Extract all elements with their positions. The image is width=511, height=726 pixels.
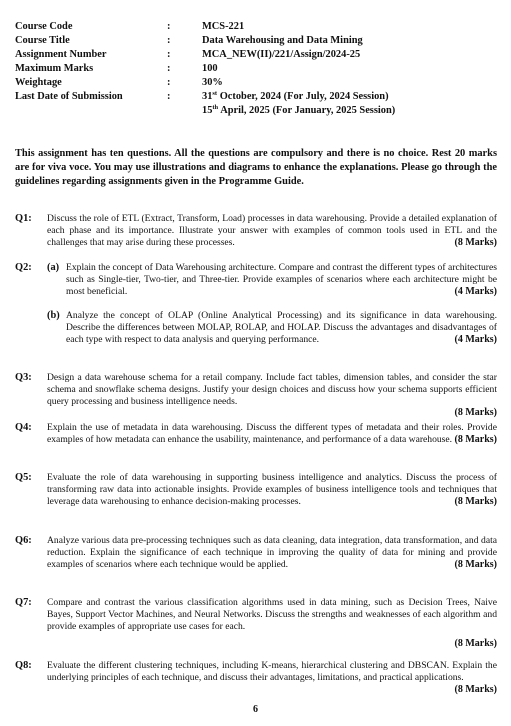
question-4 [15, 422, 497, 446]
question-marks: (8 Marks) [454, 236, 497, 248]
header-row-maximum-marks [15, 62, 495, 76]
question-1 [15, 213, 497, 248]
submission-day-january: 15 [202, 105, 213, 116]
header-value: MCS-221 [202, 21, 245, 32]
assignment-header [15, 20, 495, 118]
part-marks: (4 Marks) [454, 285, 497, 297]
question-number: Q1: [15, 213, 32, 224]
header-colon: : [167, 21, 171, 32]
header-value [202, 104, 395, 118]
question-marks: (8 Marks) [454, 683, 497, 695]
question-number: Q2: [15, 262, 32, 273]
header-row-assignment-number [15, 48, 495, 62]
question-marks: (8 Marks) [454, 558, 497, 570]
header-colon: : [167, 91, 171, 102]
question-marks: (8 Marks) [454, 407, 497, 419]
question-8 [15, 660, 497, 695]
question-7 [15, 597, 497, 650]
question-3 [15, 372, 497, 419]
header-colon: : [167, 63, 171, 74]
question-part-a [47, 262, 497, 297]
question-text: Discuss the role of ETL (Extract, Transform, Load) processes in data warehousing. Provide a detailed explanation of each phase and its importance. Illustrate your answer with examples of common tools used in ETL and the challenges that may arise during these processes. [47, 213, 497, 248]
question-number: Q7: [15, 597, 32, 608]
question-part-b [47, 310, 497, 345]
question-text: Design a data warehouse schema for a retail company. Include fact tables, dimension tables, and consider the star schema and snowflake schema designs. Justify your design choices and discuss how your schema supports efficient query processing and business intelligence needs. [47, 372, 497, 407]
part-label: (b) [47, 310, 60, 322]
question-number: Q3: [15, 372, 32, 383]
header-value [202, 90, 389, 104]
header-value: 100 [202, 63, 218, 74]
question-number: Q5: [15, 472, 32, 483]
assignment-instructions: This assignment has ten questions. All the questions are compulsory and there is no choice. Rest 20 marks are for viva voce. You may use illustrations and diagrams to enhance the explanations. Please go through the guidelines regarding assignments given in the Programme Guide. [15, 148, 497, 188]
question-marks: (8 Marks) [454, 638, 497, 650]
header-label: Assignment Number [15, 49, 107, 60]
submission-day-suffix: th [212, 104, 219, 111]
header-colon: : [167, 35, 171, 46]
header-row-weightage [15, 76, 495, 90]
header-label: Course Title [15, 35, 70, 46]
question-5 [15, 472, 497, 507]
header-label: Last Date of Submission [15, 91, 123, 102]
question-number: Q8: [15, 660, 32, 671]
part-marks: (4 Marks) [454, 333, 497, 345]
header-value: Data Warehousing and Data Mining [202, 35, 363, 46]
part-label: (a) [47, 262, 60, 273]
question-text: Compare and contrast the various classification algorithms used in data mining, such as Decision Trees, Naive Bayes, Support Vector Machines, and Neural Networks. Discuss the strengths and weaknesses of each algorithm and provide examples of appropriate use cases for each. [47, 597, 497, 632]
header-row-submission-date-2 [15, 104, 495, 118]
part-text: Analyze the concept of OLAP (Online Analytical Processing) and its significance in data warehousing. Describe the differences between MOLAP, ROLAP, and HOLAP. Discuss the advantages and disadvantages of each type with respect to data analysis and querying performance. [66, 310, 497, 345]
header-label: Weightage [15, 77, 62, 88]
submission-day-july: 31 [202, 91, 213, 102]
question-text: Explain the use of metadata in data warehousing. Discuss the different types of metadata and their roles. Provide examples of how metadata can enhance the usability, maintenance, and performance of a data warehouse. [47, 422, 497, 445]
question-text: Analyze various data pre-processing techniques such as data cleaning, data integration, data transformation, and data reduction. Explain the significance of each technique in improving the quality of data for mining and provide examples of scenarios where each technique would be applied. [47, 535, 497, 570]
header-label: Course Code [15, 21, 73, 32]
header-row-submission-date [15, 90, 495, 104]
submission-text-july: October, 2024 (For July, 2024 Session) [217, 91, 389, 102]
header-row-course-code [15, 20, 495, 34]
question-text: Evaluate the role of data warehousing in supporting business intelligence and analytics. Discuss the process of transforming raw data into actionable insights. Provide examples of business intelligence tools and techniques that leverage data warehousing to enhance decision-making processes. [47, 472, 497, 507]
header-colon: : [167, 49, 171, 60]
header-label: Maximum Marks [15, 63, 94, 74]
part-text: Explain the concept of Data Warehousing architecture. Compare and contrast the different types of architectures such as Single-tier, Two-tier, and Three-tier. Provide examples of scenarios where each architecture might be most beneficial. [66, 262, 497, 297]
question-text: Evaluate the different clustering techniques, including K-means, hierarchical clustering and DBSCAN. Explain the underlying principles of each technique, and discuss their advantages, limitations, and practical applications. [47, 660, 497, 683]
question-marks: (8 Marks) [454, 495, 497, 507]
header-row-course-title [15, 34, 495, 48]
question-number: Q4: [15, 422, 32, 433]
page-number: 6 [253, 704, 258, 715]
question-marks: (8 Marks) [454, 433, 497, 445]
header-value: 30% [202, 77, 223, 88]
question-2 [15, 262, 497, 346]
question-6 [15, 535, 497, 570]
header-value: MCA_NEW(II)/221/Assign/2024-25 [202, 49, 361, 60]
submission-text-january: April, 2025 (For January, 2025 Session) [218, 105, 396, 116]
submission-day-suffix: st [212, 90, 218, 97]
header-colon: : [167, 77, 171, 88]
question-number: Q6: [15, 535, 32, 546]
